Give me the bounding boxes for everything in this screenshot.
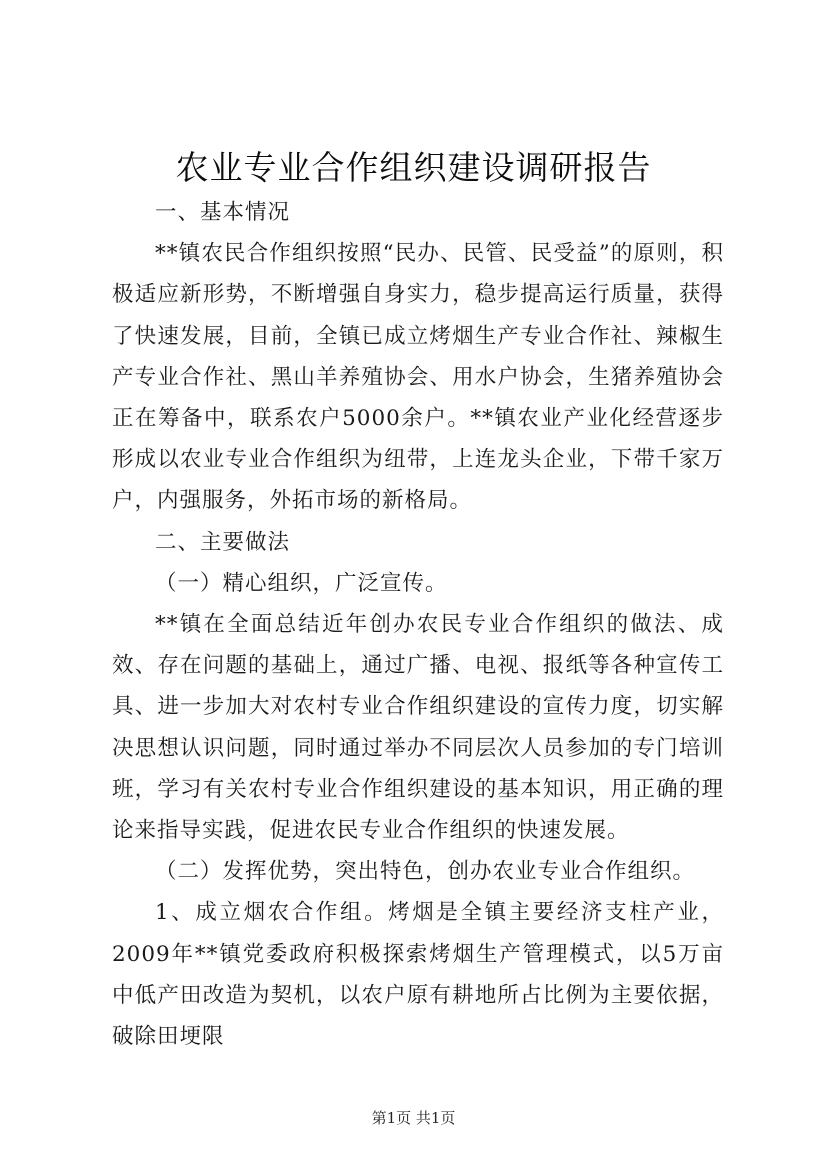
- paragraph-tobacco-cooperative: 1、成立烟农合作组。烤烟是全镇主要经济支柱产业，2009年**镇党委政府积极探索烤烟生产管理模式，以5万亩中低产田改造为契机，以农户原有耕地所占比例为主要依据，破除田埂限: [112, 900, 724, 1050]
- paragraph-basic-situation: **镇农民合作组织按照“民办、民管、民受益”的原则，积极适应新形势，不断增强自身实力，稳步提高运行质量，获得了快速发展，目前，全镇已成立烤烟生产专业合作社、辣椒生产专业合作社、黑山羊养殖协会、用水户协会，生猪养殖协会正在筹备中，联系农户5000余户。**镇农业产业化经营逐步形成以农业专业合作组织为纽带，上连龙头企业，下带千家万户，内强服务，外拓市场的新格局。: [112, 241, 724, 514]
- page-footer: 第1页 共1页: [371, 1109, 456, 1127]
- document-body: [112, 192, 724, 1057]
- paragraph-organize-promote: **镇在全面总结近年创办农民专业合作组织的做法、成效、存在问题的基础上，通过广播、电视、报纸等各种宣传工具、进一步加大对农村专业合作组织建设的宣传力度，切实解决思想认识问题，同时通过举办不同层次人员参加的专门培训班，学习有关农村专业合作组织建设的基本知识，用正确的理论来指导实践，促进农民专业合作组织的快速发展。: [112, 612, 724, 844]
- subheading-leverage-advantages: （二）发挥优势，突出特色，创办农业专业合作组织。: [155, 859, 696, 885]
- section-heading-main-practices: 二、主要做法: [155, 529, 291, 555]
- section-heading-basic-situation: 一、基本情况: [155, 200, 291, 225]
- document-title: 农业专业合作组织建设调研报告: [175, 148, 652, 187]
- subheading-organize-promote: （一）精心组织，广泛宣传。: [155, 570, 448, 596]
